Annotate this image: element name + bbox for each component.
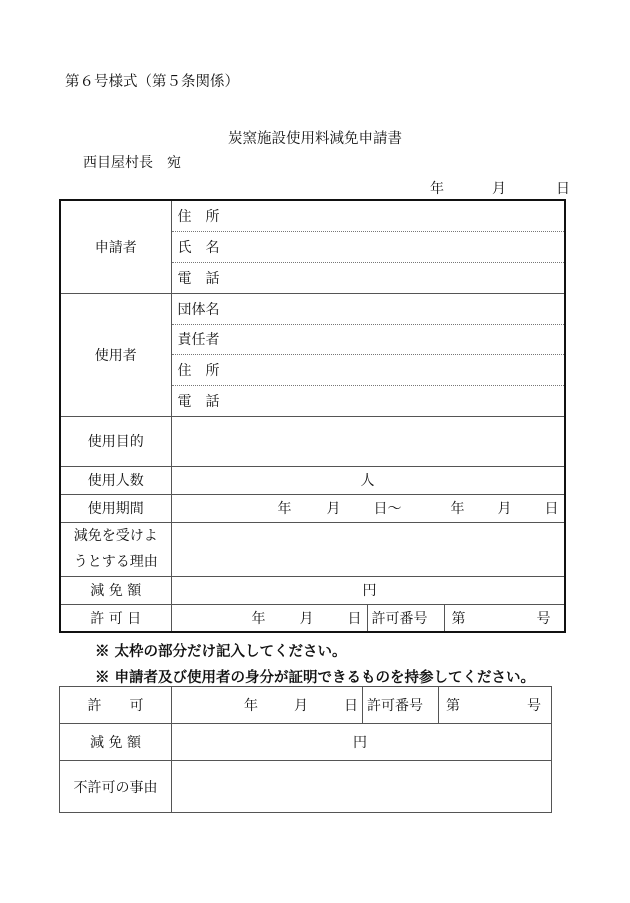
- refusal-reason-label: 不許可の事由: [60, 761, 172, 813]
- date-month-label: 月: [492, 181, 506, 197]
- period-day2: 日: [544, 501, 559, 517]
- permit-year: 年: [251, 610, 266, 627]
- note-bring-id: ※ 申請者及び使用者の身分が証明できるものを持参してください。: [95, 669, 536, 686]
- office-permit-year: 年: [244, 698, 258, 714]
- office-permit-day: 日: [344, 698, 358, 714]
- people-count-field[interactable]: [171, 466, 565, 494]
- divider: [362, 687, 363, 723]
- user-group-name-field[interactable]: 団体名: [171, 293, 565, 324]
- document-title: 炭窯施設使用料減免申請書: [228, 131, 402, 147]
- reason-label: [60, 522, 171, 576]
- note-fill-bold-frame: ※ 太枠の部分だけ記入してください。: [95, 643, 347, 660]
- reduction-amount-field[interactable]: [171, 576, 565, 604]
- applicant-address-field[interactable]: 住 所: [171, 200, 565, 231]
- office-permit-number-label: 許可番号: [367, 698, 423, 714]
- applicant-label: 申請者: [60, 200, 171, 293]
- office-permit-row: [172, 687, 552, 724]
- divider: [367, 605, 368, 632]
- date-year-label: 年: [430, 181, 444, 197]
- reason-field[interactable]: [171, 522, 565, 576]
- period-field[interactable]: [171, 494, 565, 522]
- reduction-yen-unit: 円: [362, 583, 377, 599]
- refusal-reason-field[interactable]: [172, 761, 552, 813]
- reason-label-line2: うとする理由: [73, 554, 158, 570]
- office-yen-unit: 円: [353, 735, 367, 751]
- people-count-label: 使用人数: [60, 466, 171, 494]
- reduction-amount-label: 減 免 額: [60, 576, 171, 604]
- permit-no-prefix: 第: [451, 610, 466, 627]
- addressee: 西目屋村長 宛: [83, 155, 181, 171]
- office-use-table: [59, 686, 552, 813]
- permit-number-label: 許可番号: [371, 610, 428, 627]
- reason-label-line1: 減免を受けよ: [73, 528, 158, 544]
- office-reduction-amount-label: 減 免 額: [60, 724, 172, 761]
- divider: [438, 687, 439, 723]
- permit-day: 日: [347, 610, 362, 627]
- people-unit: 人: [360, 473, 375, 489]
- purpose-field[interactable]: [171, 416, 565, 466]
- permit-no-suffix: 号: [536, 610, 551, 627]
- user-phone-field[interactable]: 電 話: [171, 385, 565, 416]
- period-day1: 日〜: [373, 501, 402, 517]
- office-permit-no-suffix: 号: [527, 698, 541, 714]
- office-permit-no-prefix: 第: [446, 698, 460, 714]
- applicant-phone-field[interactable]: 電 話: [171, 262, 565, 293]
- permit-date-label: 許 可 日: [60, 604, 171, 632]
- applicant-name-field[interactable]: 氏 名: [171, 231, 565, 262]
- form-number: 第６号様式（第５条関係）: [65, 74, 239, 90]
- period-year2: 年: [450, 501, 465, 517]
- permit-month: 月: [299, 610, 314, 627]
- period-label: 使用期間: [60, 494, 171, 522]
- period-year1: 年: [277, 501, 292, 517]
- user-address-field[interactable]: 住 所: [171, 354, 565, 385]
- purpose-label: 使用目的: [60, 416, 171, 466]
- period-month2: 月: [497, 501, 512, 517]
- user-label: 使用者: [60, 293, 171, 416]
- application-form-table: [59, 199, 566, 633]
- office-reduction-amount-field[interactable]: [172, 724, 552, 761]
- permit-date-row: [171, 604, 565, 632]
- user-responsible-field[interactable]: 責任者: [171, 324, 565, 354]
- office-permit-label: 許 可: [60, 687, 172, 724]
- office-permit-month: 月: [294, 698, 308, 714]
- divider: [444, 605, 445, 632]
- period-month1: 月: [326, 501, 341, 517]
- date-day-label: 日: [556, 181, 570, 197]
